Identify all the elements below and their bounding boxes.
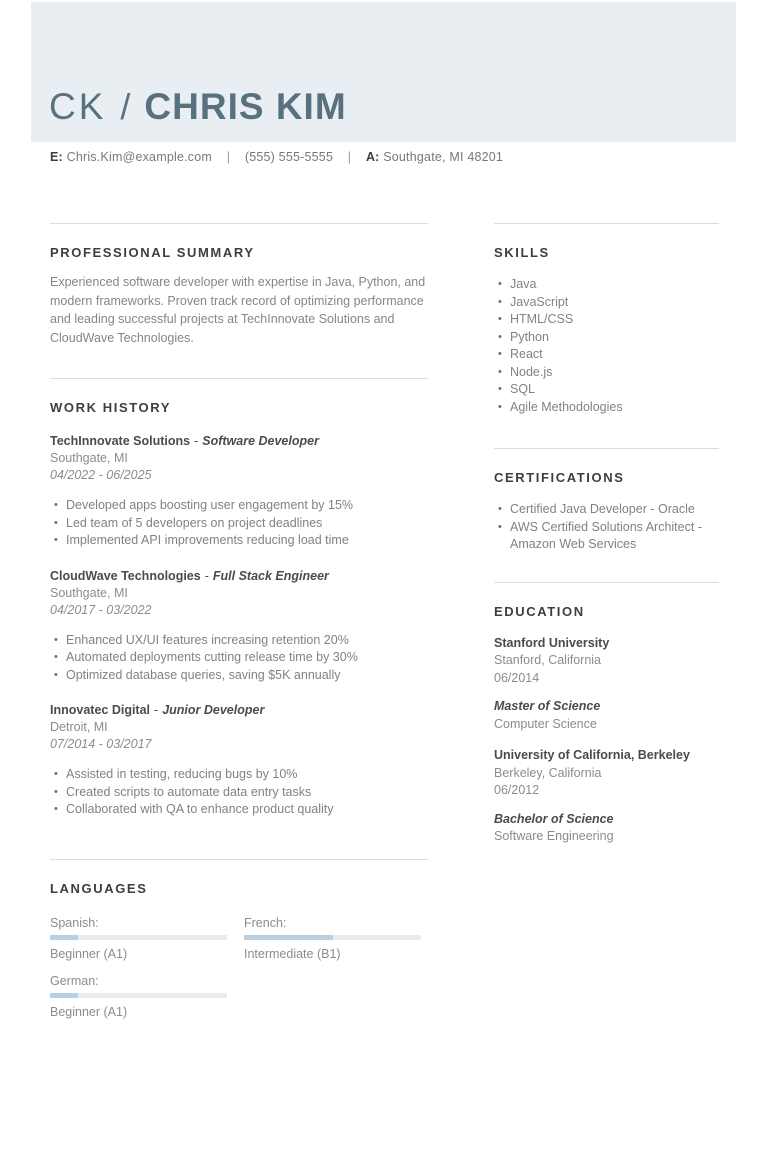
skill-text: HTML/CSS	[510, 312, 574, 326]
language-item	[50, 915, 227, 962]
section-work-history	[50, 378, 428, 819]
job-role: Full Stack Engineer	[212, 568, 329, 583]
bullet-icon: •	[498, 365, 502, 378]
phone-value: (555) 555-5555	[244, 150, 334, 164]
bullet-icon: •	[54, 803, 58, 815]
header-band	[31, 2, 736, 142]
education-heading: EDUCATION	[494, 603, 585, 619]
job-bullet-text: Implemented API improvements reducing load time	[66, 533, 349, 547]
name-row	[49, 88, 347, 125]
job-bullet-item	[50, 766, 428, 784]
contact-separator: |	[347, 150, 352, 164]
professional-summary-heading: PROFESSIONAL SUMMARY	[50, 245, 255, 260]
skill-text: SQL	[510, 382, 536, 396]
job-location: Southgate, MI	[50, 585, 128, 600]
address-value: Southgate, MI 48201	[383, 150, 504, 164]
language-progress-fill	[50, 935, 78, 940]
skill-text: Java	[510, 277, 537, 291]
skill-text: React	[510, 347, 543, 361]
professional-summary-text: Experienced software developer with expertise in Java, Python, and modern frameworks. Proven track record of optimizing performance and leading successful projects at TechInnovate Solutions and CloudWave Technologies.	[50, 275, 426, 345]
language-level: Beginner (A1)	[50, 1004, 128, 1019]
education-location: Berkeley, California	[494, 765, 602, 780]
job-company: Innovatec Digital	[50, 703, 151, 717]
bullet-icon: •	[498, 400, 502, 413]
language-name: French:	[244, 915, 287, 930]
bullet-icon: •	[54, 668, 58, 681]
job-bullet-item	[50, 784, 428, 802]
skill-text: JavaScript	[510, 294, 569, 309]
job-title-line	[50, 702, 428, 719]
address-label: A:	[365, 150, 380, 164]
bullet-icon: •	[54, 633, 58, 646]
job-title-line	[50, 433, 428, 450]
contact-separator: |	[226, 150, 231, 164]
email-value: Chris.Kim@example.com	[66, 150, 212, 164]
person-name: CHRIS KIM	[144, 86, 347, 127]
job-bullet-list	[50, 766, 428, 819]
skill-item	[494, 381, 719, 399]
skill-item	[494, 346, 719, 364]
skill-text: Agile Methodologies	[510, 399, 623, 414]
job-bullet-text: Automated deployments cutting release time by 30%	[66, 650, 358, 664]
job-bullet-item	[50, 532, 428, 550]
job-title-line	[50, 568, 428, 585]
job-dates: 04/2022 - 06/2025	[50, 468, 152, 482]
skill-item	[494, 311, 719, 329]
section-skills	[494, 223, 719, 416]
skill-item	[494, 399, 719, 417]
bullet-icon: •	[54, 651, 58, 663]
certifications-heading: CERTIFICATIONS	[494, 470, 625, 485]
bullet-icon: •	[54, 785, 58, 798]
education-location: Stanford, California	[494, 653, 602, 667]
email-label: E:	[50, 150, 63, 164]
language-item	[50, 973, 227, 1020]
skills-list	[494, 276, 719, 416]
language-progress-bar	[50, 993, 227, 998]
section-professional-summary	[50, 223, 428, 347]
certification-text: Certified Java Developer - Oracle	[510, 502, 695, 516]
language-name: Spanish:	[50, 915, 99, 930]
contact-line	[50, 150, 503, 164]
language-progress-fill	[244, 935, 333, 940]
job-bullet-item	[50, 801, 428, 819]
job-location: Southgate, MI	[50, 451, 128, 465]
skills-heading: SKILLS	[494, 245, 550, 260]
language-item	[244, 915, 421, 962]
skill-item	[494, 329, 719, 347]
skill-text: Python	[510, 329, 549, 344]
job-title-separator: -	[194, 434, 199, 448]
bullet-icon: •	[498, 348, 502, 360]
language-level: Intermediate (B1)	[244, 946, 341, 961]
education-date: 06/2012	[494, 783, 540, 797]
job-entry	[50, 433, 428, 550]
job-bullet-item	[50, 649, 428, 667]
bullet-icon: •	[54, 516, 58, 529]
job-bullet-list	[50, 632, 428, 685]
skill-item	[494, 294, 719, 312]
job-bullet-text: Created scripts to automate data entry tasks	[66, 784, 312, 799]
work-history-heading: WORK HISTORY	[50, 400, 172, 415]
skill-item	[494, 364, 719, 382]
job-bullet-item	[50, 632, 428, 650]
job-title-separator: -	[204, 568, 209, 583]
job-dates: 07/2014 - 03/2017	[50, 737, 152, 751]
job-role: Software Developer	[202, 434, 319, 448]
bullet-icon: •	[498, 278, 502, 290]
education-school: Stanford University	[494, 635, 610, 650]
section-certifications	[494, 448, 719, 554]
bullet-icon: •	[498, 503, 502, 515]
job-entry	[50, 568, 428, 685]
education-date: 06/2014	[494, 670, 540, 685]
job-title-separator: -	[154, 703, 159, 717]
education-entry	[494, 747, 719, 846]
bullet-icon: •	[498, 520, 502, 533]
language-progress-fill	[50, 993, 78, 998]
job-bullet-text: Developed apps boosting user engagement by 15%	[66, 498, 354, 512]
monogram: CK	[49, 86, 107, 127]
certification-item	[494, 501, 719, 519]
bullet-icon: •	[54, 768, 58, 780]
job-bullet-item	[50, 497, 428, 515]
bullet-icon: •	[54, 534, 58, 546]
job-entry	[50, 702, 428, 819]
job-bullet-text: Assisted in testing, reducing bugs by 10%	[66, 767, 298, 781]
job-bullet-item	[50, 515, 428, 533]
job-dates: 04/2017 - 03/2022	[50, 602, 152, 617]
job-bullet-item	[50, 667, 428, 685]
language-progress-bar	[244, 935, 421, 940]
languages-grid	[50, 915, 428, 1020]
language-progress-bar	[50, 935, 227, 940]
name-separator-slash: /	[120, 86, 131, 127]
job-bullet-text: Enhanced UX/UI features increasing retention 20%	[66, 632, 349, 647]
bullet-icon: •	[498, 383, 502, 395]
education-field: Software Engineering	[494, 829, 614, 843]
bullet-icon: •	[54, 499, 58, 511]
education-degree: Bachelor of Science	[494, 811, 614, 826]
job-company: CloudWave Technologies	[50, 568, 201, 583]
right-column	[494, 223, 719, 846]
job-company: TechInnovate Solutions	[50, 434, 191, 448]
content-columns	[50, 223, 719, 1020]
job-bullet-text: Collaborated with QA to enhance product quality	[66, 802, 334, 816]
education-field: Computer Science	[494, 716, 597, 731]
certification-text: AWS Certified Solutions Architect - Amazon Web Services	[510, 519, 702, 551]
skill-text: Node.js	[510, 364, 553, 379]
job-bullet-list	[50, 497, 428, 550]
section-education	[494, 582, 719, 846]
language-name: German:	[50, 973, 99, 988]
certification-item	[494, 519, 719, 554]
left-column	[50, 223, 428, 1020]
job-location: Detroit, MI	[50, 720, 108, 734]
bullet-icon: •	[498, 295, 502, 308]
language-level: Beginner (A1)	[50, 946, 128, 961]
education-school: University of California, Berkeley	[494, 748, 690, 762]
job-bullet-text: Optimized database queries, saving $5K annually	[66, 667, 341, 682]
education-degree: Master of Science	[494, 699, 601, 713]
education-entry	[494, 635, 719, 734]
job-bullet-text: Led team of 5 developers on project deadlines	[66, 515, 323, 530]
languages-heading: LANGUAGES	[50, 880, 148, 896]
section-languages	[50, 859, 428, 1020]
bullet-icon: •	[498, 330, 502, 343]
skill-item	[494, 276, 719, 294]
bullet-icon: •	[498, 313, 502, 325]
certifications-list	[494, 501, 719, 554]
job-role: Junior Developer	[162, 703, 265, 717]
